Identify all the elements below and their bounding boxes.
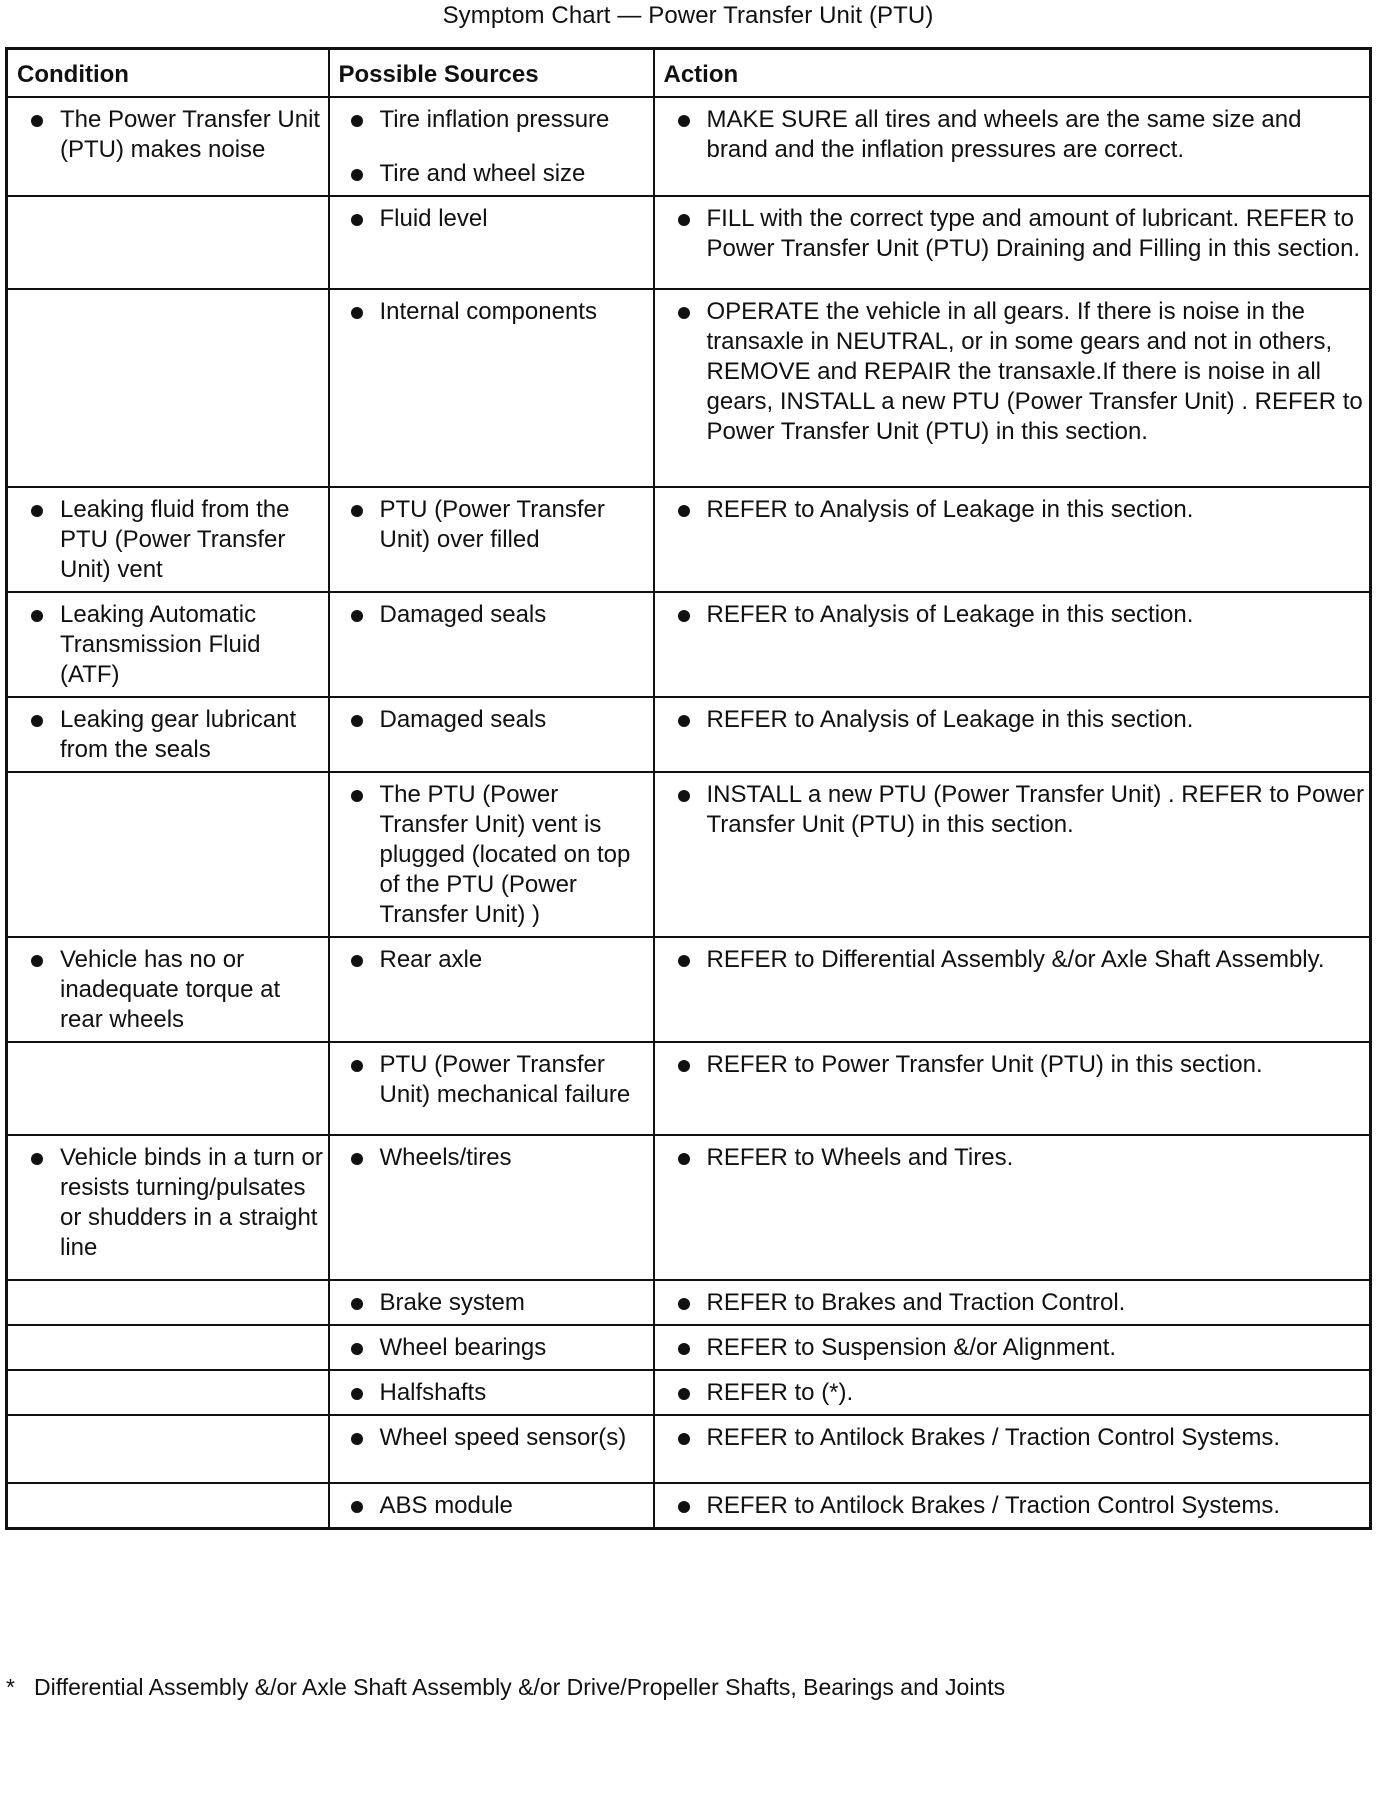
condition-text: Vehicle has no or inadequate torque at rear wheels: [28, 945, 324, 1035]
action-cell: [654, 1415, 1371, 1483]
condition-cell: [7, 1483, 329, 1529]
source-text: Wheel speed sensor(s): [348, 1423, 649, 1453]
action-cell: [654, 487, 1371, 592]
action-cell: [654, 1042, 1371, 1135]
condition-cell: [7, 1325, 329, 1370]
condition-text: Leaking Automatic Transmission Fluid (ATF): [28, 600, 324, 690]
source-text: PTU (Power Transfer Unit) mechanical failure: [348, 1050, 649, 1110]
column-header-action: Action: [654, 49, 1371, 97]
table-row: [7, 1370, 1371, 1415]
condition-cell: [7, 1135, 329, 1280]
possible-sources-cell: [329, 697, 654, 772]
condition-cell: [7, 487, 329, 592]
condition-cell: [7, 592, 329, 697]
condition-cell: [7, 1370, 329, 1415]
table-row: [7, 1415, 1371, 1483]
condition-cell: [7, 772, 329, 937]
possible-sources-cell: [329, 97, 654, 196]
table-row: [7, 592, 1371, 697]
table-row: [7, 772, 1371, 937]
action-text: REFER to Antilock Brakes / Traction Control Systems.: [675, 1491, 1368, 1521]
action-cell: [654, 772, 1371, 937]
table-row: [7, 1042, 1371, 1135]
table-row: [7, 937, 1371, 1042]
table-row: [7, 289, 1371, 487]
possible-sources-cell: [329, 196, 654, 289]
action-cell: [654, 1135, 1371, 1280]
column-header-condition: Condition: [7, 49, 329, 97]
possible-sources-cell: [329, 1042, 654, 1135]
footnote: [6, 1673, 1005, 1701]
table-row: [7, 1483, 1371, 1529]
condition-cell: [7, 697, 329, 772]
source-text: Fluid level: [348, 204, 649, 234]
action-cell: [654, 97, 1371, 196]
source-text: Halfshafts: [348, 1378, 649, 1408]
action-text: REFER to (*).: [675, 1378, 1368, 1408]
condition-cell: [7, 289, 329, 487]
action-text: REFER to Brakes and Traction Control.: [675, 1288, 1368, 1318]
column-header-possible-sources: Possible Sources: [329, 49, 654, 97]
possible-sources-cell: [329, 1280, 654, 1325]
source-text: Wheels/tires: [348, 1143, 649, 1173]
condition-cell: [7, 196, 329, 289]
condition-cell: [7, 97, 329, 196]
possible-sources-cell: [329, 937, 654, 1042]
condition-text: Vehicle binds in a turn or resists turning/pulsates or shudders in a straight line: [28, 1143, 324, 1263]
action-text: INSTALL a new PTU (Power Transfer Unit) . REFER to Power Transfer Unit (PTU) in this section.: [675, 780, 1368, 840]
source-text: Rear axle: [348, 945, 649, 975]
action-cell: [654, 1483, 1371, 1529]
action-cell: [654, 1280, 1371, 1325]
source-text: Internal components: [348, 297, 649, 327]
possible-sources-cell: [329, 772, 654, 937]
action-cell: [654, 1370, 1371, 1415]
action-text: REFER to Suspension &/or Alignment.: [675, 1333, 1368, 1363]
action-cell: [654, 937, 1371, 1042]
footnote-marker: *: [6, 1674, 15, 1700]
condition-text: The Power Transfer Unit (PTU) makes noise: [28, 105, 324, 165]
condition-text: Leaking fluid from the PTU (Power Transfer Unit) vent: [28, 495, 324, 585]
action-text: REFER to Differential Assembly &/or Axle Shaft Assembly.: [675, 945, 1368, 975]
table-row: [7, 1280, 1371, 1325]
table-row: [7, 1135, 1371, 1280]
condition-cell: [7, 1415, 329, 1483]
source-text: ABS module: [348, 1491, 649, 1521]
action-text: REFER to Power Transfer Unit (PTU) in this section.: [675, 1050, 1368, 1080]
source-text: PTU (Power Transfer Unit) over filled: [348, 495, 649, 555]
condition-text: Leaking gear lubricant from the seals: [28, 705, 324, 765]
table-row: [7, 697, 1371, 772]
table-row: [7, 1325, 1371, 1370]
source-text: Tire inflation pressure: [348, 105, 649, 135]
condition-cell: [7, 1042, 329, 1135]
possible-sources-cell: [329, 592, 654, 697]
table-row: [7, 487, 1371, 592]
action-text: OPERATE the vehicle in all gears. If there is noise in the transaxle in NEUTRAL, or in some gears and not in others, REMOVE and REPAIR the transaxle.If there is noise in all gears, INSTALL a new PTU (Power Transfer Unit) . REFER to Power Transfer Unit (PTU) in this section.: [675, 297, 1368, 447]
possible-sources-cell: [329, 1483, 654, 1529]
action-text: MAKE SURE all tires and wheels are the same size and brand and the inflation pressures are correct.: [675, 105, 1368, 165]
condition-cell: [7, 1280, 329, 1325]
action-cell: [654, 1325, 1371, 1370]
table-body: [7, 97, 1371, 1529]
condition-cell: [7, 937, 329, 1042]
source-text: Damaged seals: [348, 600, 649, 630]
possible-sources-cell: [329, 1325, 654, 1370]
action-text: REFER to Analysis of Leakage in this section.: [675, 600, 1368, 630]
possible-sources-cell: [329, 1135, 654, 1280]
action-text: REFER to Wheels and Tires.: [675, 1143, 1368, 1173]
source-text: Damaged seals: [348, 705, 649, 735]
source-text: Wheel bearings: [348, 1333, 649, 1363]
source-text: The PTU (Power Transfer Unit) vent is plugged (located on top of the PTU (Power Transfer Unit) ): [348, 780, 649, 930]
page-title: Symptom Chart — Power Transfer Unit (PTU): [442, 2, 934, 29]
possible-sources-cell: [329, 289, 654, 487]
possible-sources-cell: [329, 487, 654, 592]
table-row: [7, 196, 1371, 289]
action-cell: [654, 196, 1371, 289]
action-text: FILL with the correct type and amount of lubricant. REFER to Power Transfer Unit (PTU) Draining and Filling in this section.: [675, 204, 1368, 264]
action-cell: [654, 592, 1371, 697]
footnote-text: Differential Assembly &/or Axle Shaft Assembly &/or Drive/Propeller Shafts, Bearings and Joints: [34, 1674, 1006, 1700]
source-text: Tire and wheel size: [348, 159, 649, 189]
header-row: [7, 49, 1371, 97]
action-text: REFER to Analysis of Leakage in this section.: [675, 495, 1368, 525]
possible-sources-cell: [329, 1370, 654, 1415]
symptom-chart-table: [5, 47, 1372, 1530]
action-text: REFER to Antilock Brakes / Traction Control Systems.: [675, 1423, 1368, 1453]
possible-sources-cell: [329, 1415, 654, 1483]
action-cell: [654, 289, 1371, 487]
action-text: REFER to Analysis of Leakage in this section.: [675, 705, 1368, 735]
action-cell: [654, 697, 1371, 772]
source-text: Brake system: [348, 1288, 649, 1318]
table-row: [7, 97, 1371, 196]
